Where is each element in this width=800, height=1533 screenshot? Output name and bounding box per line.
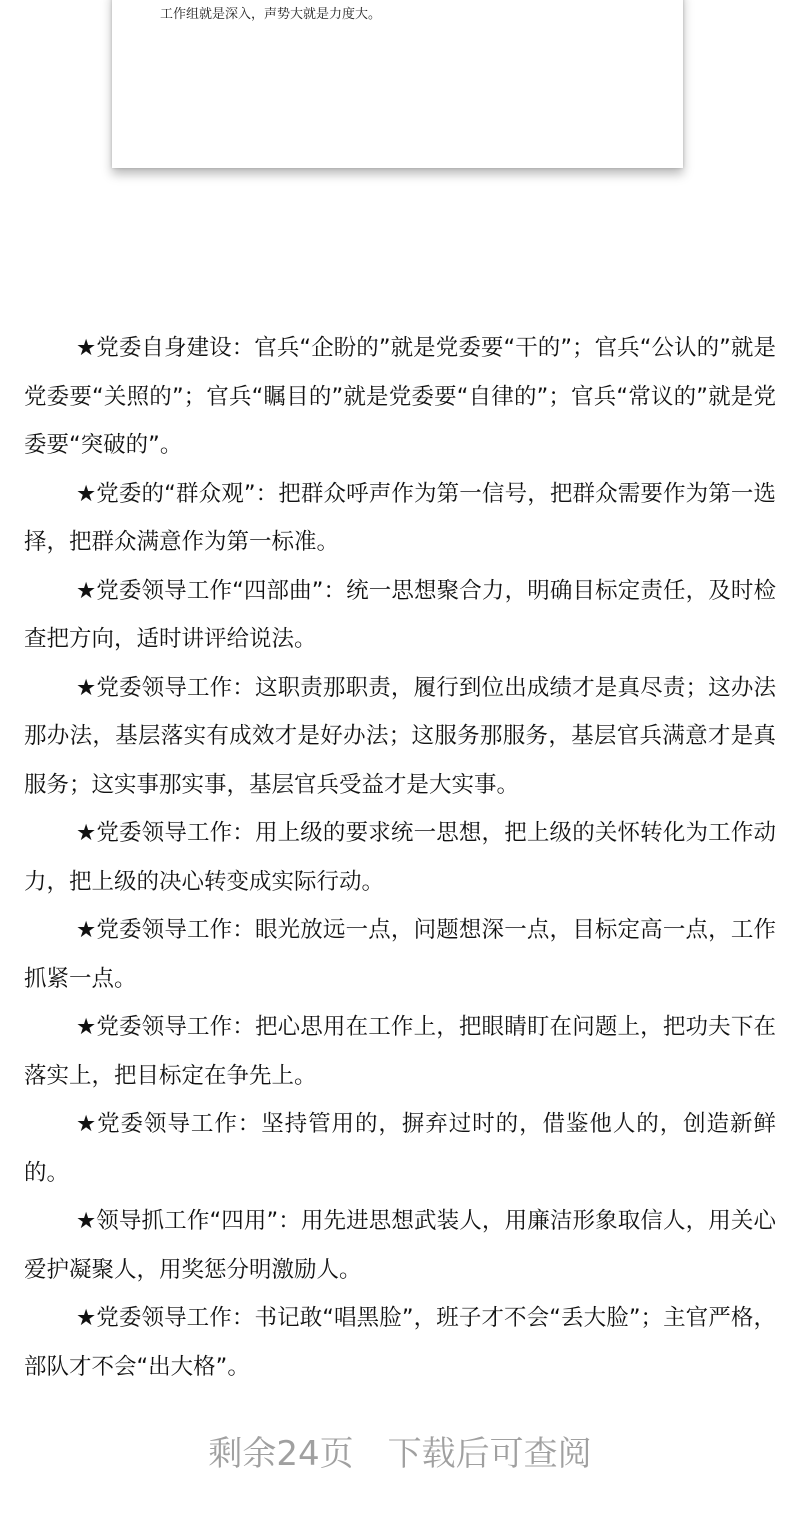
document-body: [24, 324, 776, 1391]
paragraph-9: ★领导抓工作“四用”：用先进思想武装人，用廉洁形象取信人，用关心爱护凝聚人，用奖惩分明激励人。: [24, 1208, 776, 1283]
paragraph-4: ★党委领导工作：这职责那职责，履行到位出成绩才是真尽责；这办法那办法，基层落实有成效才是好办法；这服务那服务，基层官兵满意才是真服务；这实事那实事，基层官兵受益才是大实事。: [24, 674, 776, 798]
paragraph-7: ★党委领导工作：把心思用在工作上，把眼睛盯在问题上，把功夫下在落实上，把目标定在争先上。: [24, 1014, 776, 1089]
paragraph-8: ★党委领导工作：坚持管用的，摒弃过时的，借鉴他人的，创造新鲜的。: [24, 1111, 776, 1186]
paragraph-6: ★党委领导工作：眼光放远一点，问题想深一点，目标定高一点，工作抓紧一点。: [24, 917, 776, 992]
paragraph-5: ★党委领导工作：用上级的要求统一思想，把上级的关怀转化为工作动力，把上级的决心转变成实际行动。: [24, 820, 776, 895]
paragraph-1: ★党委自身建设：官兵“企盼的”就是党委要“干的”；官兵“公认的”就是党委要“关照的”；官兵“瞩目的”就是党委要“自律的”；官兵“常议的”就是党委要“突破的”。: [24, 335, 776, 458]
remaining-pages-notice[interactable]: 剩余24页 下载后可查阅: [208, 1434, 592, 1474]
paragraph-3: ★党委领导工作“四部曲”：统一思想聚合力，明确目标定责任，及时检查把方向，适时讲评给说法。: [24, 577, 776, 652]
paragraph-2: ★党委的“群众观”：把群众呼声作为第一信号，把群众需要作为第一选择，把群众满意作为第一标准。: [24, 480, 776, 555]
previous-page-preview: [112, 0, 683, 168]
paragraph-10: ★党委领导工作：书记敢“唱黑脸”，班子才不会“丢大脸”；主官严格，部队才不会“出大格”。: [24, 1305, 776, 1380]
preview-text: 工作组就是深入，声势大就是力度大。: [160, 7, 382, 22]
